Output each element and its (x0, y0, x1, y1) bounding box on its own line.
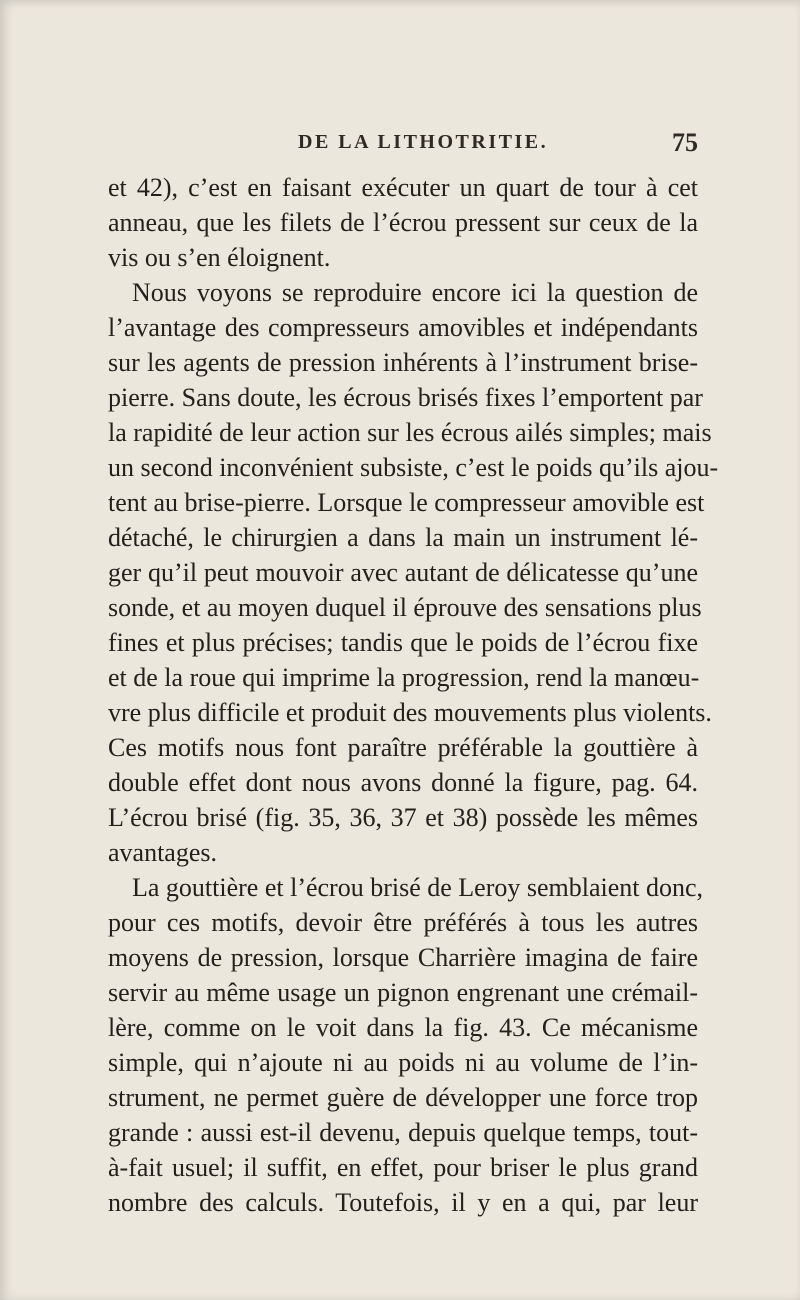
text-line: sonde, et au moyen duquel il éprouve des sensations plus (108, 593, 702, 622)
text-line: anneau, que les filets de l’écrou pressent sur ceux de la (108, 208, 698, 237)
text-line: vre plus difficile et produit des mouvements plus violents. (108, 698, 712, 727)
text-line: fines et plus précises; tandis que le poids de l’écrou fixe (108, 628, 698, 657)
text-line: avantages. (108, 838, 218, 867)
text-line: lère, comme on le voit dans la fig. 43. Ce mécanisme (108, 1013, 698, 1042)
text-line: pour ces motifs, devoir être préférés à tous les autres (108, 908, 698, 937)
body-text (108, 170, 719, 1220)
running-head (108, 128, 698, 164)
page-number: 75 (672, 128, 698, 157)
text-line: un second inconvénient subsiste, c’est le poids qu’ils ajou- (108, 453, 719, 482)
text-line: et 42), c’est en faisant exécuter un quart de tour à cet (108, 173, 698, 202)
text-line: nombre des calculs. Toutefois, il y en a qui, par leur (108, 1188, 698, 1217)
text-line: grande : aussi est-il devenu, depuis quelque temps, tout- (108, 1118, 698, 1147)
text-line: pierre. Sans doute, les écrous brisés fixes l’emportent par (108, 383, 703, 412)
text-line: moyens de pression, lorsque Charrière imagina de faire (108, 943, 698, 972)
text-line: La gouttière et l’écrou brisé de Leroy semblaient donc, (132, 873, 704, 902)
text-line: détaché, le chirurgien a dans la main un instrument lé- (108, 523, 698, 552)
text-line: tent au brise-pierre. Lorsque le compresseur amovible est (108, 488, 705, 517)
text-line: Ces motifs nous font paraître préférable la gouttière à (108, 733, 698, 762)
running-title: DE LA LITHOTRITIE. (298, 131, 549, 153)
text-line: la rapidité de leur action sur les écrous ailés simples; mais (108, 418, 712, 447)
text-line: L’écrou brisé (fig. 35, 36, 37 et 38) possède les mêmes (108, 803, 698, 832)
text-line: strument, ne permet guère de développer une force trop (108, 1083, 698, 1112)
text-line: simple, qui n’ajoute ni au poids ni au volume de l’in- (108, 1048, 698, 1077)
text-line: ger qu’il peut mouvoir avec autant de délicatesse qu’une (108, 558, 698, 587)
text-line: et de la roue qui imprime la progression, rend la manœu- (108, 663, 700, 692)
text-line: sur les agents de pression inhérents à l’instrument brise- (108, 348, 698, 377)
text-line: servir au même usage un pignon engrenant une crémail- (108, 978, 698, 1007)
text-line: vis ou s’en éloignent. (108, 243, 331, 272)
text-line: double effet dont nous avons donné la figure, pag. 64. (108, 768, 698, 797)
text-line: Nous voyons se reproduire encore ici la question de (132, 278, 698, 307)
text-line: l’avantage des compresseurs amovibles et indépendants (108, 313, 698, 342)
text-line: à-fait usuel; il suffit, en effet, pour briser le plus grand (108, 1153, 698, 1182)
